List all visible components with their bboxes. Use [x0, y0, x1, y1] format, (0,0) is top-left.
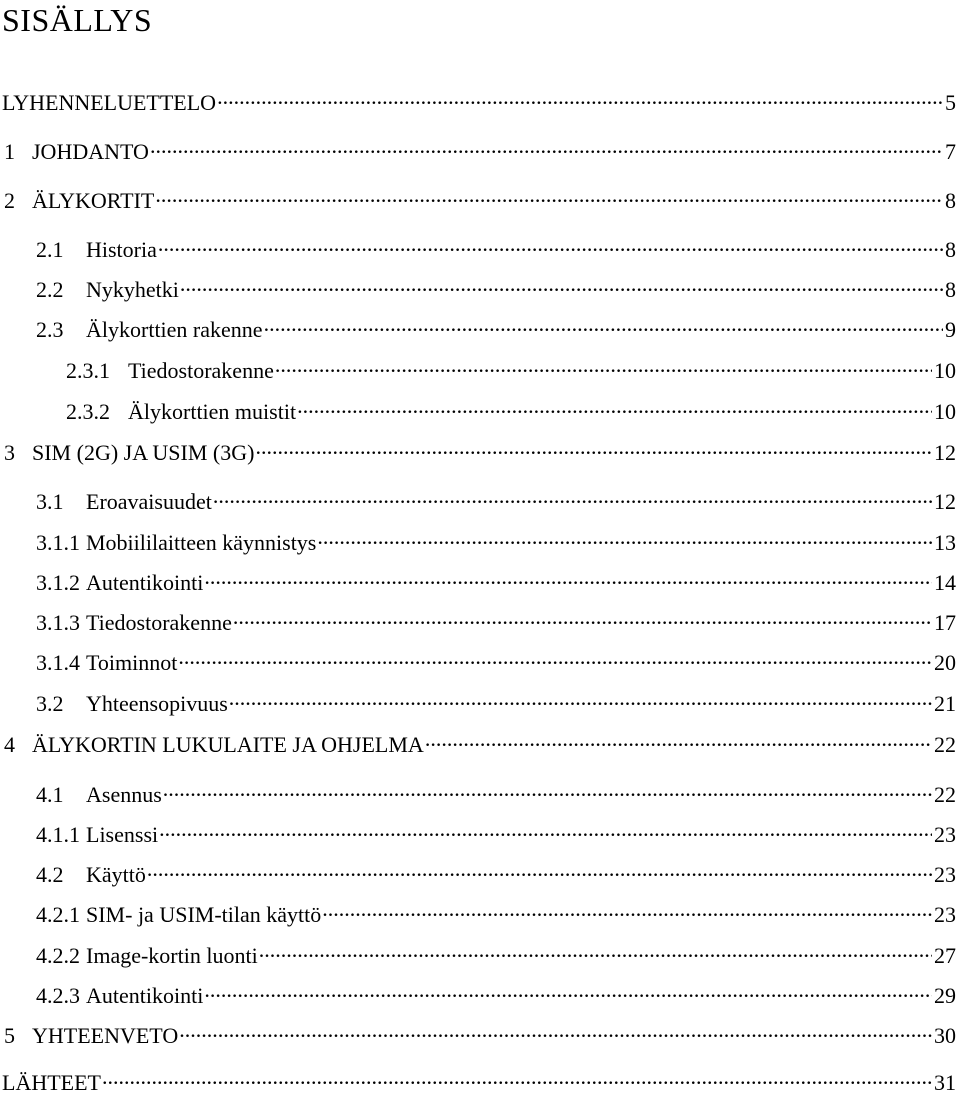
toc-entry[interactable] — [0, 941, 956, 971]
toc-entry-text: Tiedostorakenne — [128, 358, 274, 383]
toc-entry-number: 3.1.4 — [36, 650, 80, 675]
toc-entry[interactable] — [0, 568, 956, 598]
toc-entry-page: 10 — [934, 399, 956, 424]
toc-entry[interactable] — [0, 275, 956, 305]
toc-entry-text: Lisenssi — [86, 822, 159, 847]
toc-entry-number: 2.3.2 — [66, 399, 110, 424]
toc-entry-page: 8 — [945, 277, 956, 302]
toc-leader-dots — [233, 610, 932, 630]
toc-entry[interactable] — [0, 860, 956, 890]
page-title: SISÄLLYS — [2, 2, 153, 38]
toc-entry-page: 23 — [934, 902, 956, 927]
toc-leader-dots — [204, 570, 932, 590]
toc-entry-text: JOHDANTO — [32, 139, 149, 164]
toc-leader-dots — [163, 782, 932, 802]
toc-entry-text: ÄLYKORTIT — [32, 188, 155, 213]
toc-entry-number: 1 — [4, 139, 15, 164]
toc-entry-page: 21 — [934, 691, 956, 716]
toc-entry-number: 4.2 — [36, 862, 64, 887]
toc-entry[interactable] — [0, 487, 956, 517]
toc-entry[interactable] — [0, 730, 956, 760]
toc-entry-page: 17 — [934, 610, 956, 635]
toc-entry[interactable] — [0, 981, 956, 1011]
toc-entry[interactable] — [0, 689, 956, 719]
toc-entry-page: 29 — [934, 983, 956, 1008]
toc-entry-number: 3.1 — [36, 489, 64, 514]
toc-entry-page: 14 — [934, 570, 956, 595]
toc-leader-dots — [147, 862, 932, 882]
toc-entry-number: 2.3.1 — [66, 358, 110, 383]
toc-leader-dots — [179, 1023, 932, 1043]
toc-entry-number: 4.2.2 — [36, 943, 80, 968]
toc-leader-dots — [155, 188, 943, 208]
toc-entry[interactable] — [0, 397, 956, 427]
toc-leader-dots — [264, 317, 943, 337]
toc-entry-number: 3 — [4, 440, 15, 465]
toc-entry-text: Asennus — [86, 782, 162, 807]
toc-entry-text: Älykorttien muistit — [128, 399, 297, 424]
toc-entry-page: 5 — [945, 90, 956, 115]
toc-entry-number: 4 — [4, 732, 15, 757]
toc-entry-page: 30 — [934, 1023, 956, 1048]
toc-entry-text: Autentikointi — [86, 983, 204, 1008]
toc-entry-page: 23 — [934, 822, 956, 847]
toc-entry-number: 4.1 — [36, 782, 64, 807]
toc-entry-number: 4.1.1 — [36, 822, 80, 847]
toc-entry-text: LYHENNELUETTELO — [2, 90, 217, 115]
toc-entry-number: 4.2.1 — [36, 902, 80, 927]
toc-entry-text: ÄLYKORTIN LUKULAITE JA OHJELMA — [32, 732, 424, 757]
toc-entry-page: 23 — [934, 862, 956, 887]
toc-entry-text: SIM (2G) JA USIM (3G) — [32, 440, 255, 465]
toc-entry-number: 3.2 — [36, 691, 64, 716]
toc-entry[interactable] — [0, 88, 956, 118]
toc-entry[interactable] — [0, 820, 956, 850]
toc-entry-page: 27 — [934, 943, 956, 968]
toc-entry-page: 13 — [934, 530, 956, 555]
toc-entry-text: LÄHTEET — [2, 1070, 101, 1095]
toc-entry[interactable] — [0, 235, 956, 265]
toc-leader-dots — [229, 691, 932, 711]
toc-leader-dots — [204, 983, 932, 1003]
toc-entry[interactable] — [0, 137, 956, 167]
toc-entry[interactable] — [0, 1068, 956, 1098]
toc-entry-number: 3.1.3 — [36, 610, 80, 635]
toc-entry-number: 2.3 — [36, 317, 64, 342]
toc-entry-page: 22 — [934, 782, 956, 807]
toc-entry-text: YHTEENVETO — [32, 1023, 179, 1048]
toc-entry-text: Käyttö — [86, 862, 146, 887]
toc-leader-dots — [178, 650, 932, 670]
toc-entry-text: Nykyhetki — [86, 277, 179, 302]
toc-entry-number: 5 — [4, 1023, 15, 1048]
toc-entry-number: 2.2 — [36, 277, 64, 302]
toc-entry-text: Tiedostorakenne — [86, 610, 232, 635]
toc-entry-text: SIM- ja USIM-tilan käyttö — [86, 902, 322, 927]
toc-entry[interactable] — [0, 528, 956, 558]
toc-entry-page: 8 — [945, 188, 956, 213]
toc-entry-text: Eroavaisuudet — [86, 489, 212, 514]
toc-entry-page: 9 — [945, 317, 956, 342]
toc-entry-text: Image-kortin luonti — [86, 943, 258, 968]
toc-leader-dots — [317, 530, 932, 550]
toc-leader-dots — [425, 732, 932, 752]
toc-entry-text: Mobiililaitteen käynnistys — [86, 530, 317, 555]
toc-leader-dots — [275, 358, 932, 378]
toc-entry-page: 12 — [934, 489, 956, 514]
toc-entry-text: Toiminnot — [86, 650, 178, 675]
toc-entry-text: Autentikointi — [86, 570, 204, 595]
toc-leader-dots — [259, 943, 932, 963]
toc-entry-number: 2.1 — [36, 237, 64, 262]
toc-entry-text: Historia — [86, 237, 157, 262]
toc-entry[interactable] — [0, 438, 956, 468]
toc-entry-page: 8 — [945, 237, 956, 262]
toc-leader-dots — [217, 90, 943, 110]
toc-entry-text: Yhteensopivuus — [86, 691, 228, 716]
toc-entry[interactable] — [0, 1021, 956, 1051]
toc-leader-dots — [213, 489, 932, 509]
toc-entry[interactable] — [0, 900, 956, 930]
toc-entry-page: 20 — [934, 650, 956, 675]
toc-entry-page: 31 — [934, 1070, 956, 1095]
toc-leader-dots — [255, 440, 932, 460]
toc-entry-number: 4.2.3 — [36, 983, 80, 1008]
toc-entry-page: 22 — [934, 732, 956, 757]
toc-leader-dots — [150, 139, 943, 159]
toc-entry-number: 2 — [4, 188, 15, 213]
toc-entry-page: 12 — [934, 440, 956, 465]
toc-entry[interactable] — [0, 186, 956, 216]
toc-entry[interactable] — [0, 648, 956, 678]
toc-leader-dots — [158, 237, 943, 257]
toc-entry-number: 3.1.1 — [36, 530, 80, 555]
toc-entry[interactable] — [0, 608, 956, 638]
toc-entry[interactable] — [0, 780, 956, 810]
toc-entry-page: 10 — [934, 358, 956, 383]
toc-entry-text: Älykorttien rakenne — [86, 317, 263, 342]
toc-leader-dots — [297, 399, 932, 419]
toc-leader-dots — [102, 1070, 932, 1090]
toc-entry-page: 7 — [945, 139, 956, 164]
toc-entry[interactable] — [0, 315, 956, 345]
toc-entry-number: 3.1.2 — [36, 570, 80, 595]
toc-leader-dots — [180, 277, 943, 297]
toc-entry[interactable] — [0, 356, 956, 386]
toc-leader-dots — [159, 822, 932, 842]
toc-leader-dots — [322, 902, 932, 922]
